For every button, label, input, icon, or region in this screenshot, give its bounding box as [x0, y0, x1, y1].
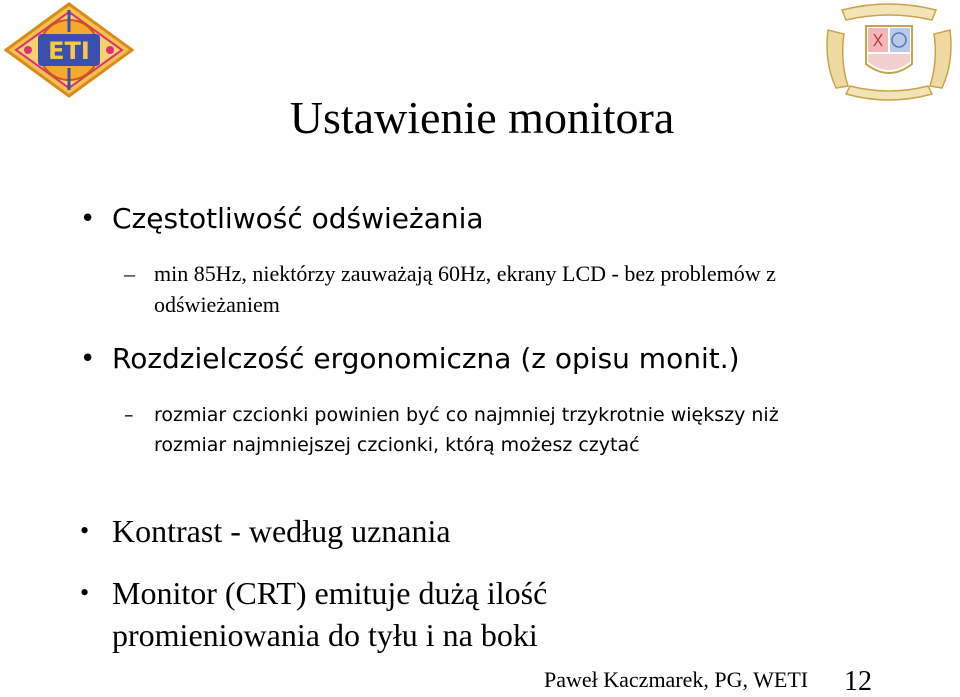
- bullet-text: Monitor (CRT) emituje dużą ilość promieniowania do tyłu i na boki: [112, 575, 548, 653]
- bullet-item: [80, 572, 700, 656]
- dash-icon: –: [124, 261, 135, 286]
- svg-text:ETI: ETI: [48, 37, 90, 65]
- bullet-icon: •: [80, 344, 96, 374]
- bullet-text: Częstotliwość odświeżania: [112, 202, 484, 235]
- sub-bullet-item: [124, 258, 844, 320]
- slide-title: Ustawienie monitora: [289, 92, 675, 143]
- sub-bullet-text: min 85Hz, niektórzy zauważają 60Hz, ekrany LCD - bez problemów z odświeżaniem: [154, 261, 776, 317]
- footer-author: Paweł Kaczmarek, PG, WETI: [544, 667, 809, 692]
- bullet-icon: •: [80, 578, 90, 607]
- page-number: 12: [844, 666, 872, 697]
- sub-bullet-text: rozmiar czcionki powinien być co najmniej trzykrotnie większy niż rozmiar najmniejszej czcionki, którą możesz czytać: [154, 404, 779, 456]
- bullet-text: Kontrast - według uznania: [112, 513, 451, 549]
- bullet-text: Rozdzielczość ergonomiczna (z opisu monit.): [112, 342, 740, 375]
- bullet-item: [80, 340, 930, 378]
- bullet-item: [80, 512, 930, 550]
- bullet-icon: •: [80, 516, 90, 545]
- sub-bullet-item: [124, 400, 844, 460]
- bullet-item: [80, 200, 930, 238]
- dash-icon: –: [124, 404, 134, 426]
- bullet-icon: •: [80, 204, 96, 234]
